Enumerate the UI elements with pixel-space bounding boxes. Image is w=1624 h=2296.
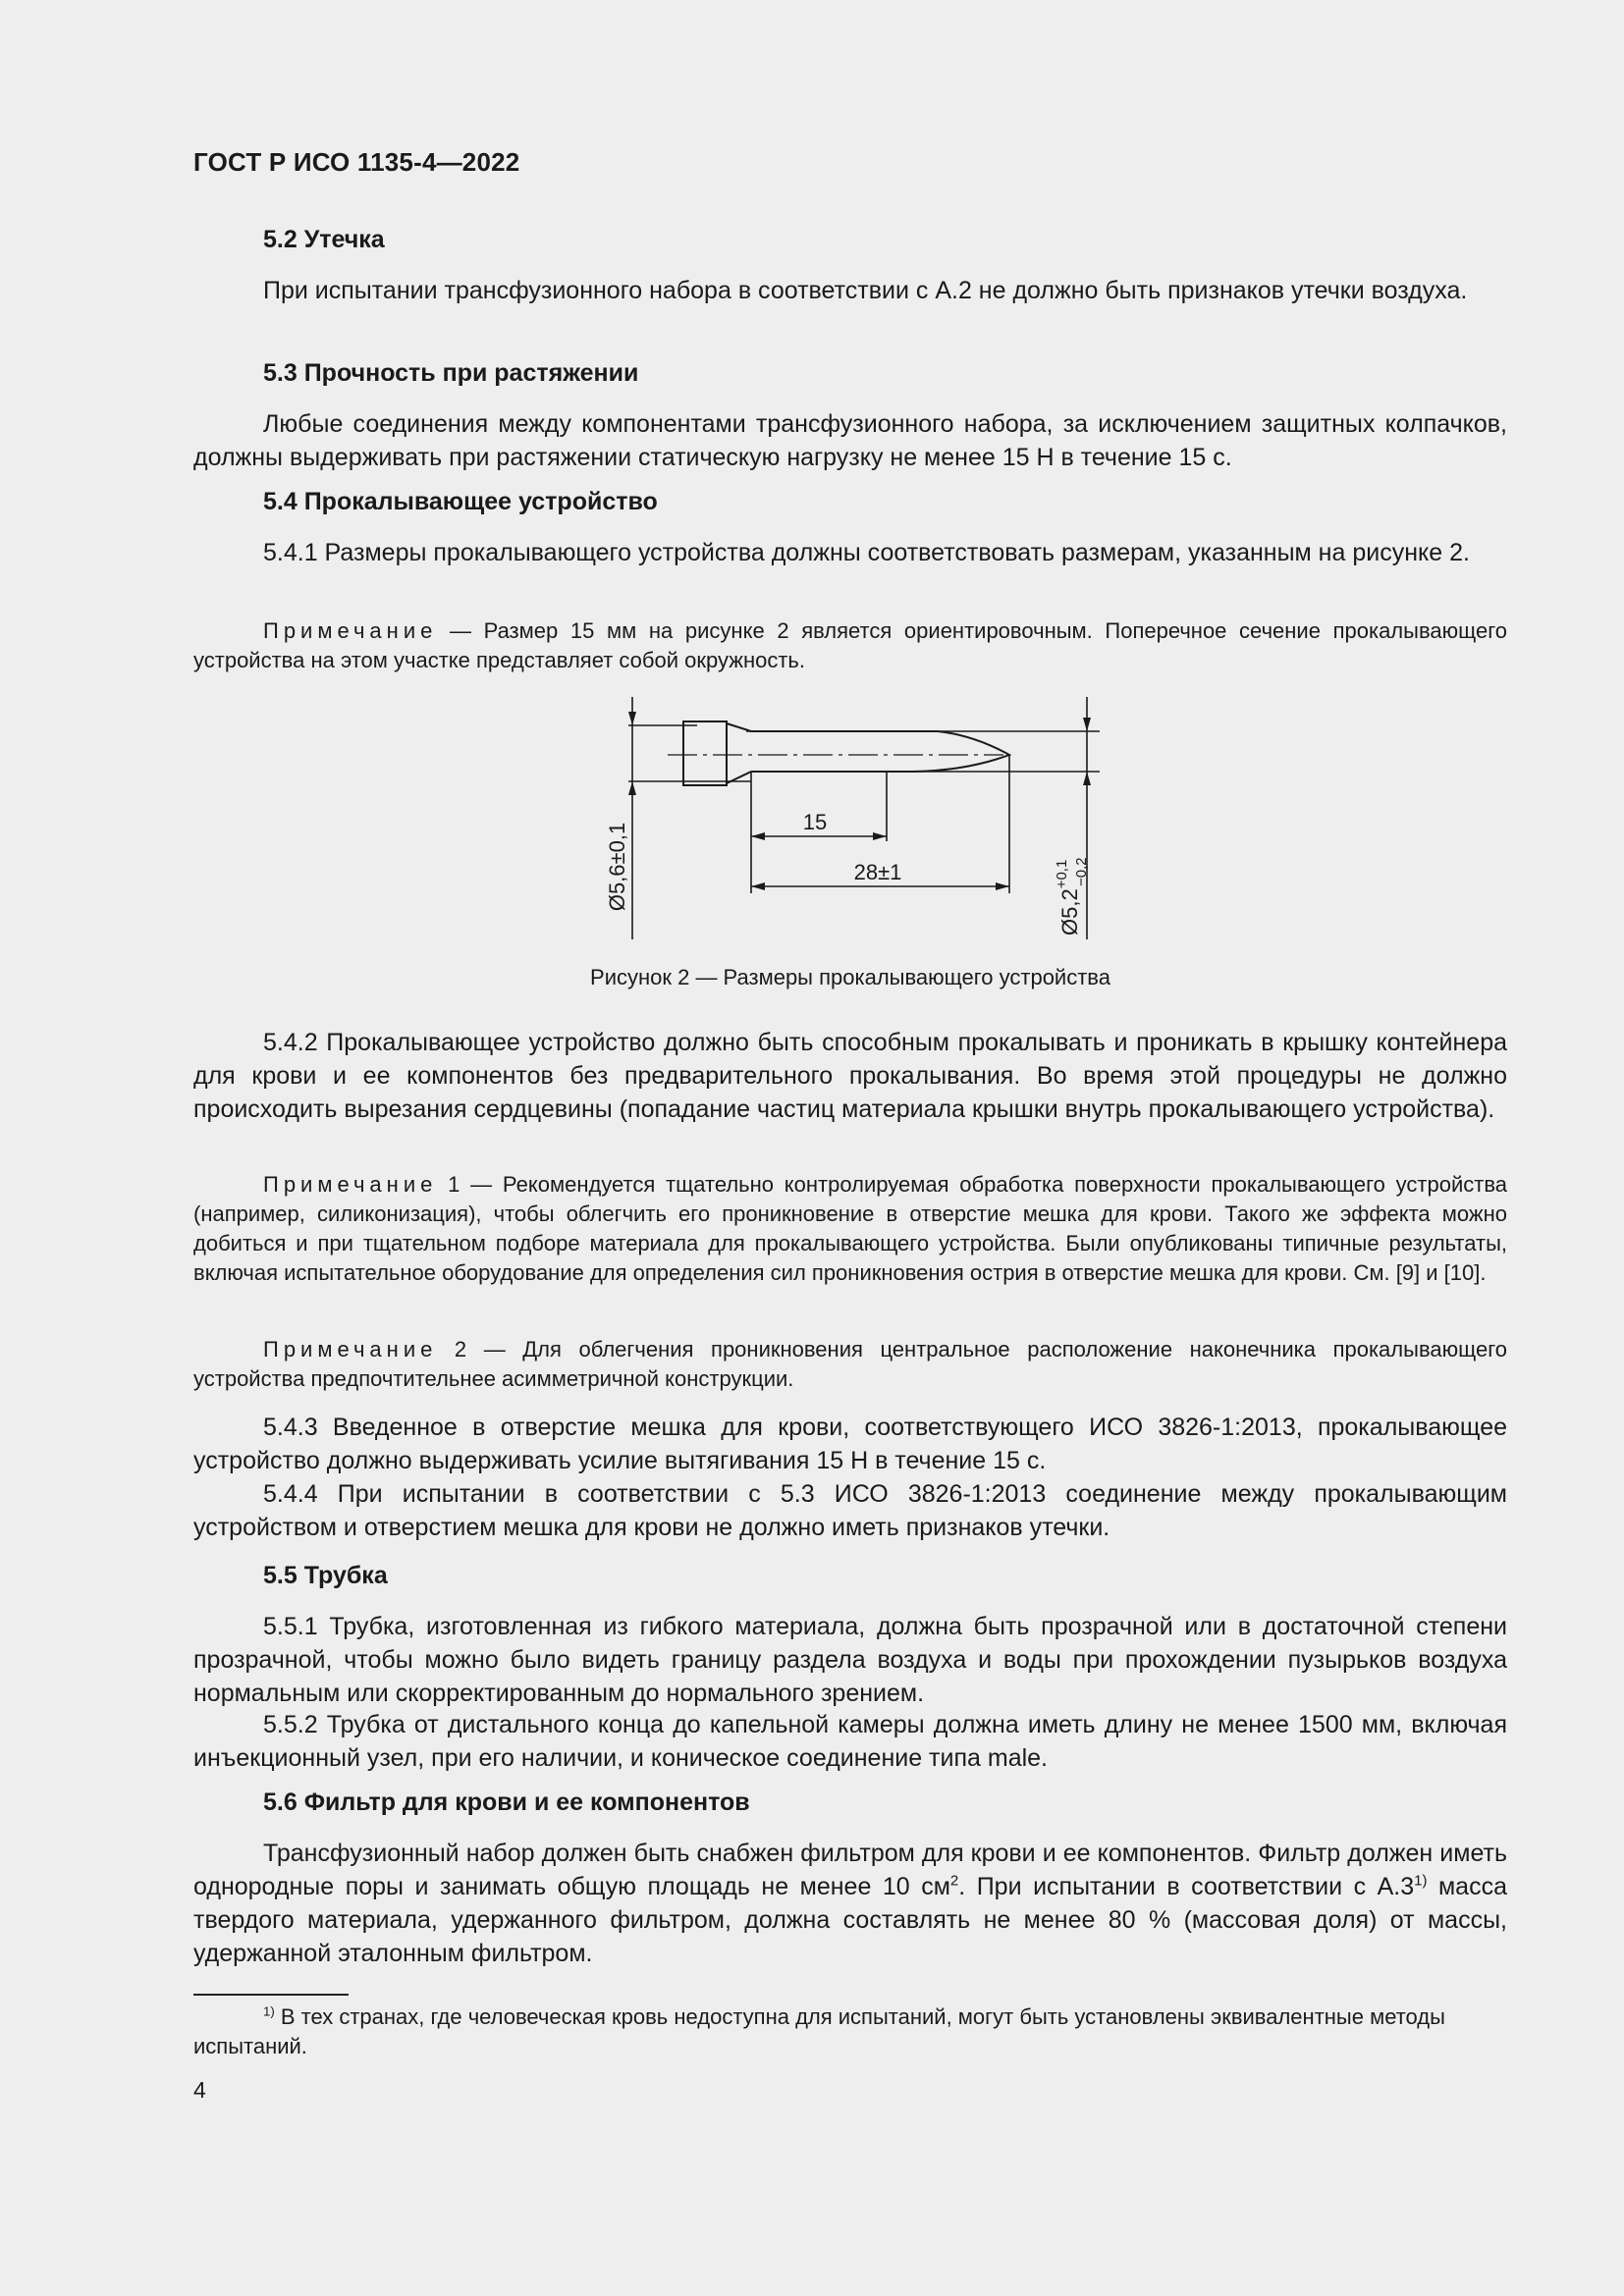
heading-5-6: 5.6 Фильтр для крови и ее компонентов — [263, 1789, 750, 1816]
note-2-5-4-2 — [193, 1335, 1507, 1394]
heading-5-2: 5.2 Утечка — [263, 226, 385, 253]
heading-5-5: 5.5 Трубка — [263, 1562, 388, 1589]
footnote-separator — [193, 1994, 349, 1996]
diameter-5-2-upper-tolerance: +0,1 — [1054, 859, 1070, 889]
arrow-28-right — [996, 882, 1009, 890]
arrow-15-right — [873, 832, 887, 840]
paragraph-5-4-3: 5.4.3 Введенное в отверстие мешка для крови, соответствующего ИСО 3826-1:2013, прокалывающее устройство должно выдерживать усилие вытягивания 15 Н в течение 15 с. — [193, 1414, 1507, 1474]
heading-5-4: 5.4 Прокалывающее устройство — [263, 488, 658, 515]
diameter-5-2-label — [1054, 857, 1090, 935]
note-1-text: 1 — Рекомендуется тщательно контролируемая обработка поверхности прокалывающего устройства (например, силиконизация), чтобы облегчить его проникновение в отверстие мешка для крови. Такого же эффекта можно добиться и при тщательном подборе материала для прокалывающего устройства. Были опубликованы типичные результаты, включая испытательное оборудование для определения сил проникновения острия в отверстие мешка для крови. См. [9] и [10]. — [193, 1172, 1507, 1285]
paragraph-5-6 — [193, 1837, 1507, 1970]
footnote-text: В тех странах, где человеческая кровь недоступна для испытаний, могут быть установлены эквивалентные методы испытаний. — [193, 2004, 1445, 2058]
arrow-left-top — [628, 712, 636, 725]
arrow-left-bottom — [628, 781, 636, 795]
spike-hub-step-top — [727, 723, 751, 731]
superscript-squared: 2 — [949, 1872, 959, 1890]
paragraph-5-6-part-1: Трансфузионный набор должен быть снабжен фильтром для крови и ее компонентов. Фильтр должен иметь однородные поры и занимать общую площадь не менее 10 см — [193, 1840, 1507, 1900]
note-2-label: Примечание — [263, 1337, 438, 1362]
paragraph-5-6-part-3: масса твердого материала, удержанного фильтром, должна составлять не менее 80 % (массовая доля) от массы, удержанной эталонным фильтром. — [193, 1873, 1507, 1967]
diameter-5-2-base: Ø5,2 — [1057, 888, 1082, 935]
figure-2-caption: Рисунок 2 — Размеры прокалывающего устройства — [590, 965, 1110, 989]
heading-5-3: 5.3 Прочность при растяжении — [263, 359, 639, 387]
paragraph-5-3: Любые соединения между компонентами трансфузионного набора, за исключением защитных колпачков, должны выдерживать при растяжении статическую нагрузку не менее 15 Н в течение 15 с. — [193, 410, 1507, 471]
paragraph-5-5-1: 5.5.1 Трубка, изготовленная из гибкого материала, должна быть прозрачной или в достаточной степени прозрачной, чтобы можно было видеть границу раздела воздуха и воды при прохождении пузырьков воздуха нормальным или скорректированным до нормального зрением. — [193, 1613, 1507, 1707]
paragraph-5-6-part-2: . При испытании в соответствии с А.3 — [958, 1873, 1415, 1900]
arrow-right-top — [1083, 718, 1091, 731]
paragraph-5-4-2: 5.4.2 Прокалывающее устройство должно быть способным прокалывать и проникать в крышку контейнера для крови и ее компонентов без предварительного прокалывания. Во время этой процедуры не должно происходить вырезания сердцевины (попадание частиц материала крышки внутрь прокалывающего устройства). — [193, 1029, 1507, 1123]
arrow-28-left — [751, 882, 765, 890]
diameter-5-2-lower-tolerance: −0,2 — [1073, 857, 1090, 886]
document-header: ГОСТ Р ИСО 1135-4—2022 — [193, 147, 520, 177]
dimension-28-label: 28±1 — [853, 860, 902, 884]
spike-hub-outline — [683, 721, 727, 785]
note-2-text: 2 — Для облегчения проникновения центральное расположение наконечника прокалывающего устройства предпочтительнее асимметричной конструкции. — [193, 1337, 1507, 1391]
spike-tip-outline — [913, 731, 1009, 772]
footnote-1 — [193, 2002, 1507, 2061]
dimension-15-label: 15 — [802, 810, 828, 834]
note-1-5-4-2 — [193, 1170, 1507, 1288]
footnote-mark: 1) — [263, 2003, 275, 2019]
note-5-4-1 — [193, 616, 1507, 675]
diameter-5-6-label: Ø5,6±0,1 — [605, 822, 629, 912]
paragraph-5-4-1: 5.4.1 Размеры прокалывающего устройства должны соответствовать размерам, указанным на рисунке 2. — [263, 539, 1470, 566]
note-1-label: Примечание — [263, 1172, 438, 1197]
page-number: 4 — [193, 2077, 206, 2103]
arrow-right-bottom — [1083, 772, 1091, 785]
paragraph-5-4-4: 5.4.4 При испытании в соответствии с 5.3 ИСО 3826-1:2013 соединение между прокалывающим устройством и отверстием мешка для крови не должно иметь признаков утечки. — [193, 1480, 1507, 1541]
paragraph-5-5-2: 5.5.2 Трубка от дистального конца до капельной камеры должна иметь длину не менее 1500 мм, включая инъекционный узел, при его наличии, и коническое соединение типа male. — [193, 1711, 1507, 1772]
note-text: — Размер 15 мм на рисунке 2 является ориентировочным. Поперечное сечение прокалывающего устройства на этом участке представляет собой окружность. — [193, 618, 1507, 672]
footnote-reference-1[interactable]: 1) — [1414, 1872, 1428, 1890]
paragraph-5-2: При испытании трансфузионного набора в соответствии с А.2 не должно быть признаков утечки воздуха. — [263, 277, 1468, 304]
figure-2-drawing — [579, 692, 1110, 947]
arrow-15-left — [751, 832, 765, 840]
note-label: Примечание — [263, 618, 438, 643]
